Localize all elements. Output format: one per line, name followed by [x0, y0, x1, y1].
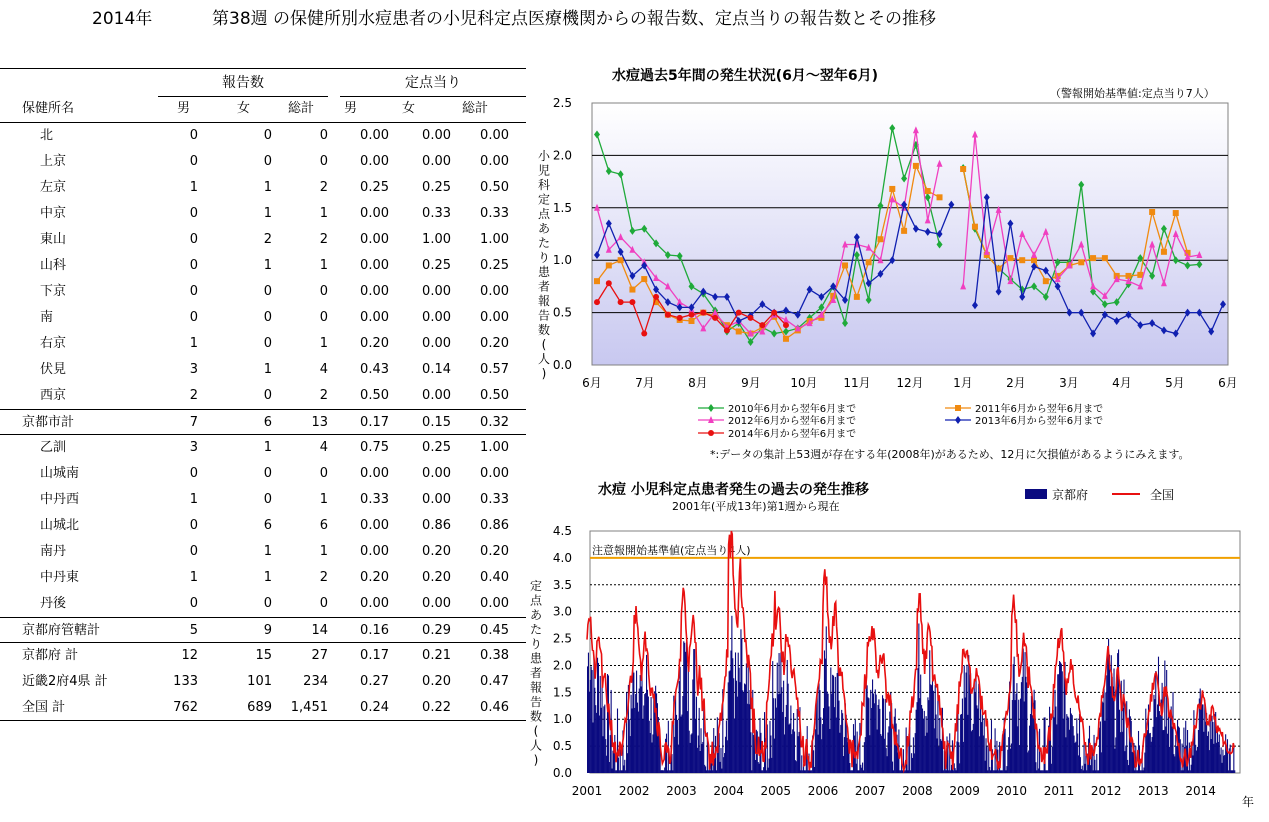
row-value-m: 0: [189, 544, 198, 559]
row-name: 近畿2府4県 計: [22, 674, 108, 689]
row-value-f: 1: [263, 362, 272, 377]
row-value-pm: 0.27: [360, 674, 389, 689]
col-pm-header: 男: [344, 101, 358, 116]
legend-label: 2010年6月から翌年6月まで: [728, 404, 857, 415]
row-value-m: 133: [173, 674, 198, 689]
chart1-ylabel-char: り: [537, 250, 551, 265]
chart2-ytick: 3.0: [552, 604, 572, 619]
row-value-t: 4: [319, 362, 328, 377]
chart2-ylabel-char: り: [529, 637, 543, 651]
row-value-t: 2: [319, 570, 328, 585]
row-value-f: 101: [247, 674, 272, 689]
row-value-pf: 0.14: [422, 362, 451, 377]
chart2-ytick: 4.0: [552, 550, 572, 565]
row-value-m: 0: [189, 206, 198, 221]
row-value-pf: 0.15: [422, 415, 451, 430]
legend-label: 2014年6月から翌年6月まで: [728, 429, 857, 440]
col-name-header: 保健所名: [22, 101, 75, 116]
row-value-m: 0: [189, 258, 198, 273]
row-value-pm: 0.00: [360, 284, 389, 299]
row-name: 中丹西: [40, 492, 80, 507]
row-name: 山科: [40, 258, 67, 273]
row-name: 乙訓: [40, 440, 67, 455]
chart1-note: *:データの集計上53週が存在する年(2008年)があるため、12月に欠損値があるようにみえます。: [710, 448, 1190, 461]
kyoto-bar: [1085, 753, 1086, 773]
chart2-title: 水痘 小児科定点患者発生の過去の発生推移: [598, 482, 869, 498]
row-value-f: 1: [263, 440, 272, 455]
chart1-ylabel-char: 患: [537, 265, 551, 279]
row-value-t: 1: [319, 258, 328, 273]
row-value-pt: 0.33: [480, 492, 509, 507]
row-value-pf: 0.25: [422, 440, 451, 455]
row-value-m: 0: [189, 284, 198, 299]
row-name: 西京: [40, 388, 67, 403]
row-value-pf: 0.00: [422, 128, 451, 143]
row-value-m: 3: [189, 440, 198, 455]
chart2-xtick: 2008: [902, 784, 933, 798]
chart2-xtick: 2004: [713, 784, 744, 798]
row-value-f: 0: [263, 596, 272, 611]
row-value-pf: 1.00: [422, 232, 451, 247]
chart2-xtick: 2014: [1185, 784, 1216, 798]
row-value-m: 1: [189, 336, 198, 351]
row-value-pt: 0.00: [480, 596, 509, 611]
row-value-pf: 0.00: [422, 336, 451, 351]
row-value-f: 15: [255, 648, 272, 663]
chart2-ylabel-char: 患: [529, 651, 543, 666]
row-value-m: 7: [189, 415, 198, 430]
row-value-pt: 0.50: [480, 388, 509, 403]
chart2-xlabel: 年: [1242, 795, 1255, 809]
row-value-pm: 0.00: [360, 154, 389, 169]
kyoto-bar: [1227, 739, 1228, 773]
row-value-t: 1: [319, 206, 328, 221]
row-name: 南: [40, 310, 54, 325]
chart1-ylabel-char: 者: [537, 279, 551, 294]
row-value-pm: 0.20: [360, 336, 389, 351]
row-value-f: 9: [263, 623, 272, 638]
row-value-m: 12: [181, 648, 198, 663]
row-value-pf: 0.00: [422, 466, 451, 481]
row-value-pf: 0.86: [422, 518, 451, 533]
chart2-ytick: 1.0: [552, 712, 572, 727]
chart1-ylabel-char: 数: [537, 323, 551, 337]
row-value-f: 0: [263, 310, 272, 325]
row-value-m: 1: [189, 570, 198, 585]
chart2-ytick: 3.5: [552, 577, 572, 592]
row-value-f: 0: [263, 336, 272, 351]
row-value-pf: 0.20: [422, 544, 451, 559]
row-value-pf: 0.22: [422, 700, 451, 715]
row-value-t: 234: [303, 674, 328, 689]
row-name: 山城南: [40, 466, 80, 481]
row-name: 東山: [40, 232, 67, 247]
row-value-pf: 0.00: [422, 388, 451, 403]
legend-label: 2013年6月から翌年6月まで: [975, 416, 1104, 427]
report-year: 2014年: [92, 9, 153, 29]
legend-kyoto-label: 京都府: [1052, 488, 1089, 502]
chart2-ylabel-char: 点: [529, 593, 543, 608]
chart1-ylabel-char: 報: [537, 294, 551, 308]
chart1-ylabel-char: (: [541, 337, 547, 352]
row-value-pf: 0.21: [422, 648, 451, 663]
chart1-ylabel-char: あ: [537, 221, 551, 236]
chart1-xtick: 6月: [1218, 376, 1238, 390]
row-value-pt: 0.25: [480, 258, 509, 273]
chart2-ytick: 2.5: [552, 631, 572, 646]
row-value-f: 6: [263, 415, 272, 430]
chart2-ylabel-char: 報: [529, 680, 543, 695]
row-value-t: 27: [311, 648, 328, 663]
row-value-pt: 0.33: [480, 206, 509, 221]
row-value-pm: 0.17: [360, 648, 389, 663]
row-value-pt: 0.57: [480, 362, 509, 377]
row-value-pf: 0.25: [422, 258, 451, 273]
row-value-pf: 0.29: [422, 623, 451, 638]
row-value-m: 0: [189, 154, 198, 169]
row-value-f: 6: [263, 518, 272, 533]
row-value-pt: 0.00: [480, 466, 509, 481]
chart2-xtick: 2002: [618, 784, 650, 798]
chart1-xtick: 4月: [1112, 376, 1132, 390]
chart1-ytick: 2.0: [552, 148, 572, 163]
col-male-header: 男: [177, 101, 191, 116]
chart1-xtick: 9月: [741, 376, 761, 390]
row-value-pt: 0.46: [480, 700, 509, 715]
row-value-t: 6: [319, 518, 328, 533]
row-value-t: 0: [319, 466, 328, 481]
row-value-t: 1,451: [290, 700, 328, 715]
row-value-pf: 0.00: [422, 310, 451, 325]
group-perpoint-label: 定点当り: [340, 72, 526, 94]
row-value-t: 14: [311, 623, 328, 638]
row-value-pm: 0.25: [360, 180, 389, 195]
row-value-pm: 0.00: [360, 232, 389, 247]
kyoto-bar: [1234, 770, 1235, 773]
row-value-m: 0: [189, 128, 198, 143]
row-value-t: 1: [319, 492, 328, 507]
row-name: 上京: [40, 154, 67, 169]
row-value-t: 2: [319, 180, 328, 195]
row-value-pt: 0.47: [480, 674, 509, 689]
row-value-pf: 0.20: [422, 674, 451, 689]
page-title: 第38週 の保健所別水痘患者の小児科定点医療機関からの報告数、定点当りの報告数とその推移: [212, 9, 937, 29]
row-value-f: 2: [263, 232, 272, 247]
row-value-m: 0: [189, 310, 198, 325]
chart1-ytick: 0.0: [552, 358, 572, 372]
row-value-pm: 0.00: [360, 518, 389, 533]
chart1-title: 水痘過去5年間の発生状況(6月～翌年6月): [612, 68, 879, 84]
chart2-ylabel-char: 数: [529, 709, 543, 724]
row-value-pm: 0.17: [360, 415, 389, 430]
row-name: 伏見: [40, 362, 67, 377]
row-value-pm: 0.00: [360, 128, 389, 143]
row-value-f: 1: [263, 180, 272, 195]
chart2-ylabel-char: 告: [529, 695, 543, 709]
chart1-xtick: 11月: [843, 376, 871, 390]
legend-kyoto-swatch: [1025, 489, 1047, 499]
row-value-pt: 1.00: [480, 232, 509, 247]
chart1-ytick: 2.5: [552, 96, 572, 110]
chart1-subtitle: （警報開始基準値:定点当り7人）: [1050, 87, 1215, 100]
row-value-pt: 1.00: [480, 440, 509, 455]
chart2-xtick: 2006: [807, 784, 839, 798]
row-name: 右京: [40, 336, 67, 351]
row-value-t: 0: [319, 310, 328, 325]
chart2-xtick: 2013: [1138, 784, 1169, 798]
row-value-pt: 0.38: [480, 648, 509, 663]
row-name: 山城北: [40, 518, 80, 533]
chart1-ylabel-char: 児: [537, 163, 551, 178]
chart2-ylabel-char: あ: [529, 608, 543, 622]
row-value-pm: 0.20: [360, 570, 389, 585]
kyoto-bar: [750, 732, 751, 773]
row-value-f: 0: [263, 154, 272, 169]
chart1-ylabel-char: 告: [537, 308, 551, 323]
chart1-xtick: 12月: [896, 376, 924, 390]
row-value-f: 0: [263, 128, 272, 143]
row-value-t: 13: [311, 415, 328, 430]
row-name: 中丹東: [40, 570, 80, 585]
chart1-xtick: 3月: [1059, 376, 1079, 390]
chart1-ytick: 1.5: [552, 200, 572, 215]
row-name: 南丹: [40, 544, 67, 559]
chart2-ylabel-char: 人: [529, 738, 543, 753]
row-value-m: 3: [189, 362, 198, 377]
chart1-xtick: 6月: [582, 376, 602, 390]
chart2-xtick: 2011: [1043, 784, 1075, 798]
row-name: 中京: [40, 206, 67, 221]
row-value-pt: 0.20: [480, 336, 509, 351]
chart2-xtick: 2012: [1090, 784, 1122, 798]
row-value-pt: 0.00: [480, 310, 509, 325]
col-pt-header: 総計: [462, 101, 489, 116]
row-value-t: 1: [319, 336, 328, 351]
row-value-f: 0: [263, 466, 272, 481]
kyoto-bar: [1044, 717, 1045, 773]
row-value-pf: 0.00: [422, 284, 451, 299]
row-value-pt: 0.00: [480, 128, 509, 143]
row-value-m: 1: [189, 180, 198, 195]
kyoto-bar: [608, 675, 609, 773]
row-value-f: 689: [247, 700, 272, 715]
row-name: 丹後: [40, 596, 67, 611]
row-value-pf: 0.33: [422, 206, 451, 221]
row-value-f: 1: [263, 544, 272, 559]
row-value-pf: 0.25: [422, 180, 451, 195]
row-value-t: 0: [319, 128, 328, 143]
chart1-ytick: 1.0: [552, 253, 572, 268]
row-value-m: 0: [189, 232, 198, 247]
kyoto-bar: [1005, 729, 1006, 773]
row-value-t: 1: [319, 544, 328, 559]
col-total-header: 総計: [288, 101, 315, 116]
row-value-m: 5: [189, 623, 198, 638]
row-value-t: 2: [319, 232, 328, 247]
chart1-xtick: 7月: [635, 376, 655, 390]
kyoto-bar: [666, 734, 667, 773]
col-female-header: 女: [237, 101, 251, 116]
chart2-ytick: 4.5: [552, 524, 572, 538]
chart1-ylabel-char: 科: [537, 178, 551, 192]
row-value-m: 762: [173, 700, 198, 715]
chart2-ylabel-char: 者: [529, 666, 543, 680]
row-name: 北: [40, 128, 54, 143]
row-value-f: 0: [263, 388, 272, 403]
row-value-f: 0: [263, 492, 272, 507]
row-name: 京都府 計: [22, 648, 79, 663]
col-pf-header: 女: [402, 101, 416, 116]
group-reports-label: 報告数: [158, 72, 328, 94]
row-value-pm: 0.00: [360, 310, 389, 325]
chart1-ylabel-char: 点: [537, 207, 551, 221]
chart2-ylabel-char: (: [533, 724, 539, 738]
chart2-xtick: 2001: [571, 784, 603, 798]
threshold-label: 注意報開始基準値(定点当り4人): [592, 543, 751, 557]
row-value-f: 1: [263, 570, 272, 585]
chart2-xtick: 2003: [666, 784, 697, 798]
row-value-m: 1: [189, 492, 198, 507]
row-name: 全国 計: [22, 700, 66, 715]
row-value-pf: 0.00: [422, 154, 451, 169]
row-value-m: 0: [189, 596, 198, 611]
row-value-t: 0: [319, 154, 328, 169]
row-name: 京都府管轄計: [22, 623, 101, 638]
row-value-pm: 0.43: [360, 362, 389, 377]
row-name: 下京: [40, 284, 67, 299]
chart1-xtick: 8月: [688, 376, 708, 390]
row-value-pf: 0.20: [422, 570, 451, 585]
row-value-pt: 0.40: [480, 570, 509, 585]
chart2-xtick: 2010: [996, 784, 1028, 798]
chart1-ylabel-char: 人: [537, 352, 551, 366]
chart2-xtick: 2009: [949, 784, 980, 798]
kyoto-bar: [1230, 745, 1231, 773]
row-value-pm: 0.00: [360, 258, 389, 273]
chart2-xtick: 2007: [854, 784, 886, 798]
row-value-pt: 0.45: [480, 623, 509, 638]
chart1-ytick: 0.5: [552, 305, 572, 320]
chart1-ylabel-char: 小: [537, 149, 551, 163]
row-value-pt: 0.20: [480, 544, 509, 559]
row-value-pm: 0.00: [360, 544, 389, 559]
chart1-xtick: 2月: [1006, 376, 1026, 390]
chart2-subtitle: 2001年(平成13年)第1週から現在: [672, 500, 840, 513]
chart1-xtick: 10月: [790, 376, 818, 390]
chart2-ytick: 0.0: [552, 766, 572, 780]
chart2-xtick: 2005: [760, 784, 792, 798]
row-value-pf: 0.00: [422, 492, 451, 507]
row-value-pm: 0.75: [360, 440, 389, 455]
row-value-t: 0: [319, 596, 328, 611]
chart1-ylabel-char: ): [541, 366, 547, 381]
chart1-ylabel-char: 定: [537, 192, 551, 207]
legend-label: 2011年6月から翌年6月まで: [975, 404, 1104, 415]
row-value-m: 2: [189, 388, 198, 403]
row-value-pm: 0.50: [360, 388, 389, 403]
kyoto-bar: [1096, 754, 1097, 773]
row-value-m: 0: [189, 518, 198, 533]
chart2-ylabel-char: ): [533, 753, 539, 767]
chart2-ytick: 2.0: [552, 658, 572, 673]
row-value-pm: 0.00: [360, 466, 389, 481]
kyoto-bar: [986, 747, 987, 773]
chart1-xtick: 5月: [1165, 376, 1185, 390]
row-value-f: 1: [263, 258, 272, 273]
kyoto-bar: [1233, 748, 1234, 773]
row-value-pm: 0.33: [360, 492, 389, 507]
row-value-pm: 0.00: [360, 596, 389, 611]
row-name: 京都市計: [22, 415, 75, 430]
kyoto-bar: [1187, 730, 1188, 773]
row-value-m: 0: [189, 466, 198, 481]
chart2-ytick: 0.5: [552, 739, 572, 754]
row-value-t: 2: [319, 388, 328, 403]
row-value-pm: 0.24: [360, 700, 389, 715]
row-name: 左京: [40, 180, 67, 195]
row-value-pt: 0.86: [480, 518, 509, 533]
chart2-ytick: 1.5: [552, 685, 572, 700]
row-value-t: 0: [319, 284, 328, 299]
row-value-pt: 0.32: [480, 415, 509, 430]
row-value-pf: 0.00: [422, 596, 451, 611]
row-value-pm: 0.16: [360, 623, 389, 638]
chart2-ylabel-char: 定: [529, 579, 543, 593]
legend-national-label: 全国: [1150, 488, 1175, 502]
row-value-pm: 0.00: [360, 206, 389, 221]
chart2-ylabel-char: た: [529, 622, 543, 637]
row-value-f: 1: [263, 206, 272, 221]
row-value-pt: 0.00: [480, 154, 509, 169]
row-value-pt: 0.50: [480, 180, 509, 195]
row-value-f: 0: [263, 284, 272, 299]
row-value-t: 4: [319, 440, 328, 455]
row-value-pt: 0.00: [480, 284, 509, 299]
legend-label: 2012年6月から翌年6月まで: [728, 416, 857, 427]
chart1-ylabel-char: た: [537, 236, 551, 250]
chart1-xtick: 1月: [953, 376, 973, 390]
